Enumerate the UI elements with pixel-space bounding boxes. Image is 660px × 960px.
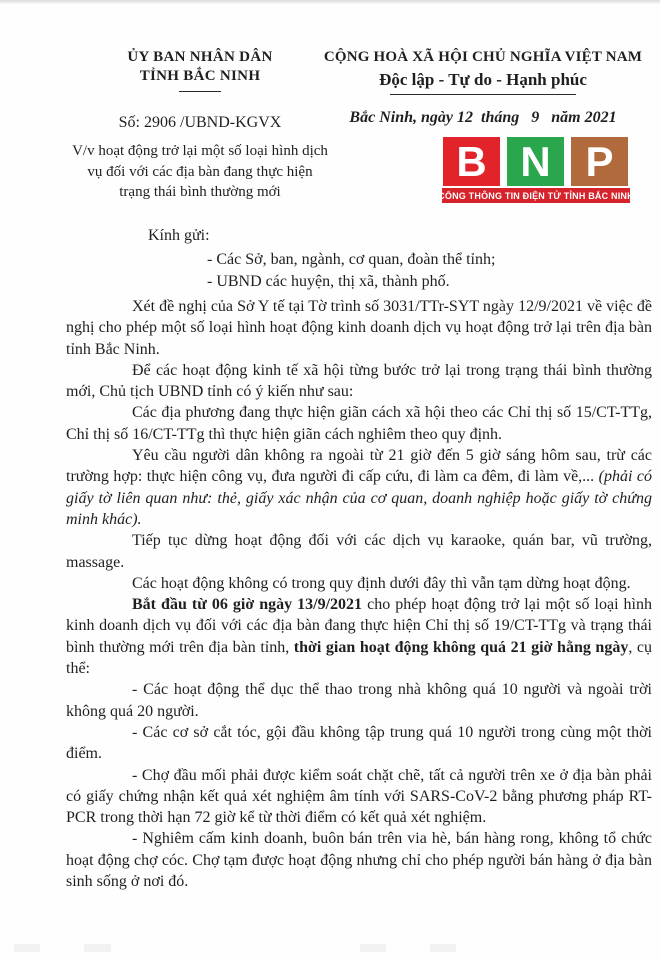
body-paragraph-10: - Chợ đầu mối phải được kiểm soát chặt chẽ, tất cả người trên xe ở địa bàn phải có giấy chứng nhận kết quả xét nghiệm âm tính với SARS-CoV-2 bằng phương pháp RT-PCR trong thời hạn 72 giờ kể từ thời điểm có kết quả xét nghiệm. [66,766,652,827]
national-motto: CỘNG HOÀ XÃ HỘI CHỦ NGHĨA VIỆT NAM [323,49,643,65]
body-paragraph-2: Để các hoạt động kinh tế xã hội từng bước trở lại trong trạng thái bình thường mới, Chủ tịch UBND tỉnh có ý kiến như sau: [66,361,652,401]
document-number: Số: 2906 /UBND-KGVX [118,114,282,131]
paragraph-7-hours-limit: thời gian hoạt động không quá 21 giờ hằng ngày [293,638,629,656]
document-subject: V/v hoạt động trở lại một số loại hình dịch vụ đối với các địa bàn đang thực hiện trạng thái bình thường mới [72,143,328,200]
paragraph-7-regular: cho phép hoạt động trở lại một số loại hình kinh doanh dịch vụ đối với các địa bàn đang thực hiện Chỉ thị số 19/CT-TTg và trạng thái bình thường mới trên địa bàn tỉnh, [66,596,652,656]
independence-motto: Độc lập - Tự do - Hạnh phúc [379,70,587,89]
issuer-name: ỦY BAN NHÂN DÂN [127,49,273,65]
body-paragraph-7 [66,594,652,679]
scan-edge-artifact [0,0,660,4]
body-paragraph-1: Xét đề nghị của Sở Y tế tại Tờ trình số 3031/TTr-SYT ngày 12/9/2021 về việc đề nghị cho phép một số loại hình hoạt động kinh doanh dịch vụ hoạt động trở lại trên địa bàn tỉnh Bắc Ninh. [66,298,652,358]
body-paragraph-11: - Nghiêm cấm kinh doanh, buôn bán trên via hè, bán hàng rong, không tổ chức hoạt động chợ cóc. Chợ tạm được hoạt động nhưng chỉ cho phép người bán hàng ở địa bàn sinh sống ở nơi đó. [66,830,652,891]
paragraph-4-italic-note: (phải có giấy tờ liên quan như: thẻ, giấy xác nhận của cơ quan, doanh nghiệp hoặc giấy tờ chứng minh khác). [66,468,653,528]
national-header [322,48,644,127]
body-paragraph-4 [66,445,652,530]
issuer-block [58,48,342,203]
recipient-list [207,249,495,292]
body-paragraph-8: - Các hoạt động thể dục thể thao trong nhà không quá 10 người và ngoài trời không quá 20 người. [66,681,652,720]
logo-letter-b: B [443,137,500,186]
body-paragraph-9: - Các cơ sở cắt tóc, gội đầu không tập trung quá 10 người trong cùng một thời điểm. [66,723,652,763]
body-paragraph-6: Các hoạt động không có trong quy định dưới đây thì vẫn tạm dừng hoạt động. [132,574,631,592]
bnp-logo-letters [443,137,631,186]
place-dateline: Bắc Ninh, ngày 12 tháng 9 năm 2021 [349,109,617,126]
bnp-logo [438,137,634,203]
document-body [66,296,652,892]
logo-letter-n: N [507,137,564,186]
logo-letter-p: P [571,137,628,186]
paragraph-4-regular: Yêu cầu người dân không ra ngoài từ 21 giờ đến 5 giờ sáng hôm sau, trừ các trường hợp: thực hiện công vụ, đưa người đi cấp cứu, đi làm ca đêm, đi làm về,... [66,447,652,486]
issuer-province: TỈNH BẮC NINH [139,68,261,84]
scan-artifact [84,944,111,952]
recipient-line: - Các Sở, ban, ngành, cơ quan, đoàn thể tỉnh; [207,251,496,268]
paragraph-7-tail: , cụ thể: [66,638,653,678]
body-paragraph-5: Tiếp tục dừng hoạt động đối với các dịch vụ karaoke, quán bar, vũ trường, massage. [66,532,652,571]
paragraph-7-effective-time: Bắt đầu từ 06 giờ ngày 13/9/2021 [132,596,363,614]
scan-artifact [14,944,40,952]
salutation: Kính gửi: [148,227,210,244]
motto-underline [390,94,576,95]
issuer-underline [179,91,221,92]
scan-artifact [360,944,386,952]
logo-banner: CỔNG THÔNG TIN ĐIỆN TỬ TỈNH BẮC NINH [442,188,630,203]
body-paragraph-3: Các địa phương đang thực hiện giãn cách xã hội theo các Chỉ thị số 15/CT-TTg, Chỉ thị số 16/CT-TTg thì thực hiện giãn cách nghiêm theo quy định. [66,404,652,443]
recipient-line: - UBND các huyện, thị xã, thành phố. [207,272,450,290]
scan-artifact [430,944,456,952]
